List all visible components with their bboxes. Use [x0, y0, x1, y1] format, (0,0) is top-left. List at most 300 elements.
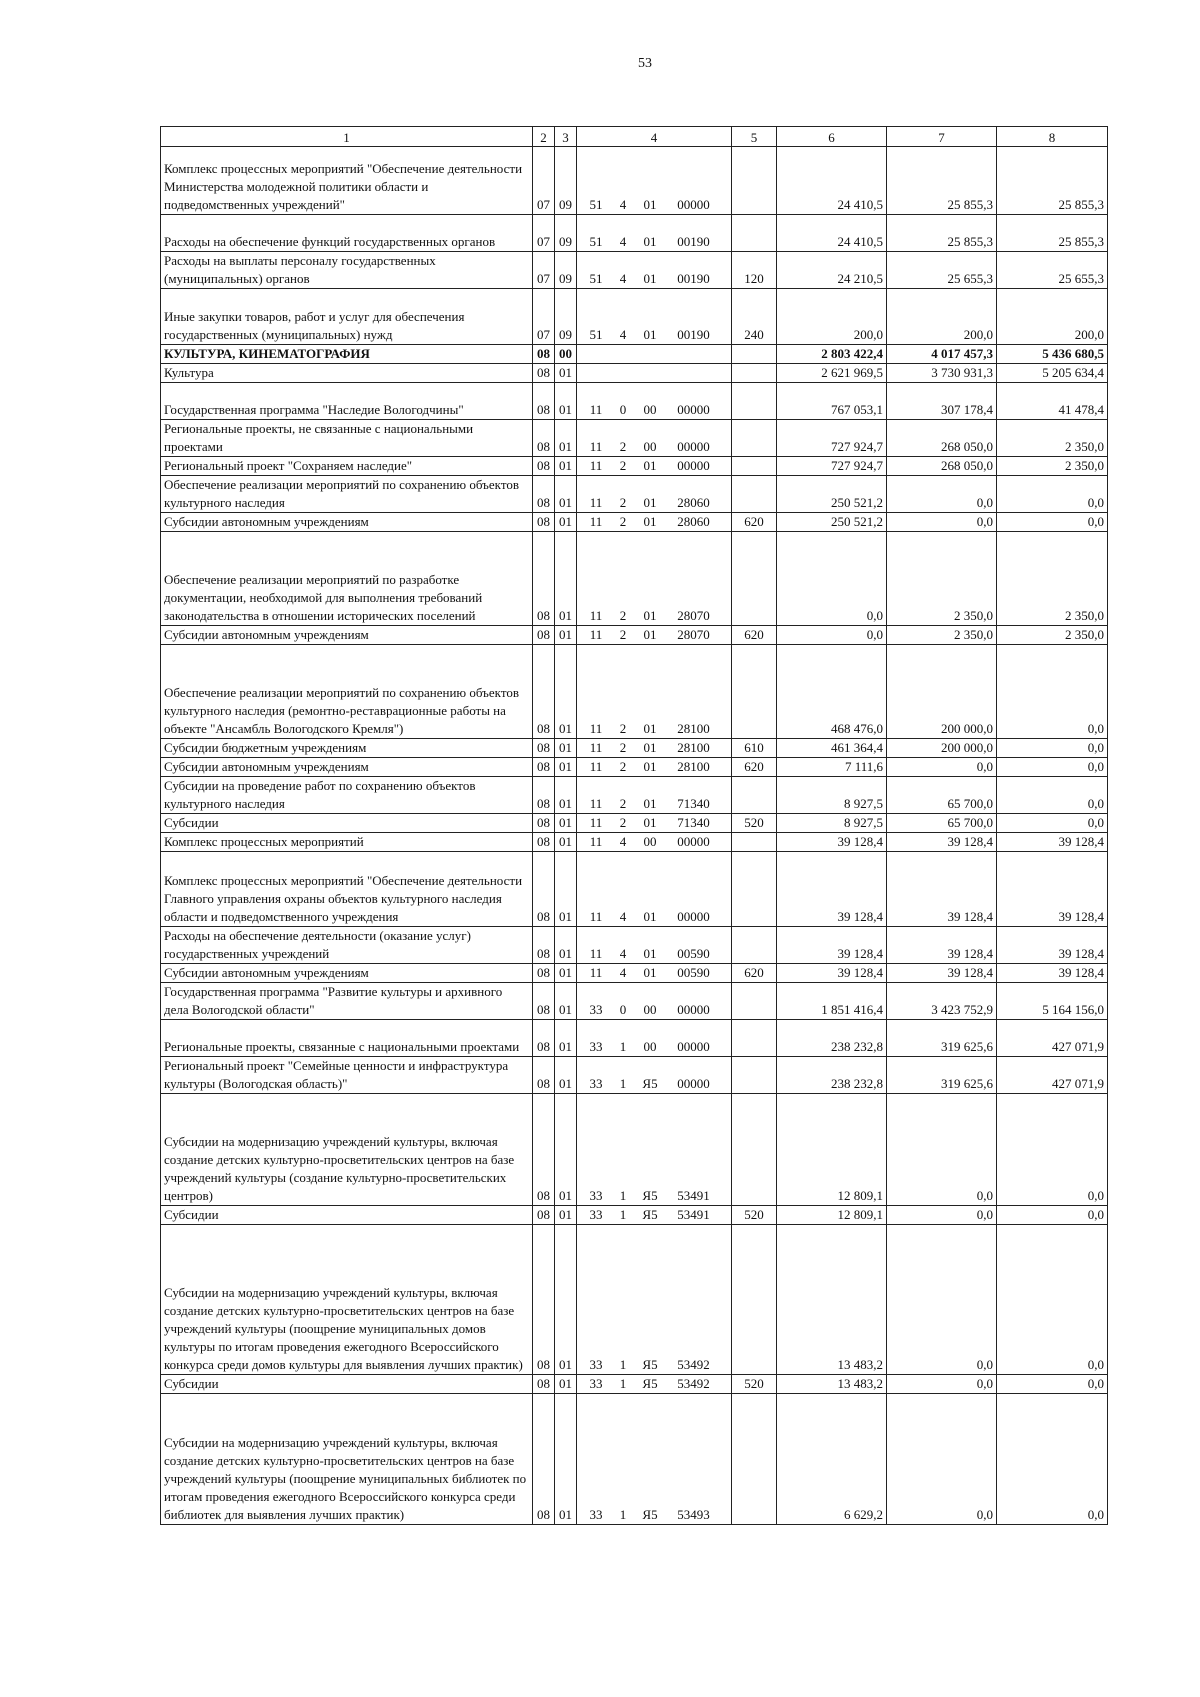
- amount-col7-cell: 3 730 931,3: [887, 364, 997, 383]
- row-name-cell: Субсидии на модернизацию учреждений культуры, включая создание детских культурно-просветительских центров на базе учреждений культуры (поощрение муниципальных домов культуры по итогам проведения ежегодного Всероссийского конкурса среди домов культуры для выявления лучших практик): [161, 1225, 533, 1375]
- expense-type-cell: [732, 1225, 777, 1375]
- row-name-cell: Субсидии: [161, 1206, 533, 1225]
- amount-col8-cell: 0,0: [997, 513, 1108, 532]
- target-article-part-1: 11: [589, 402, 603, 417]
- target-article-part-4: 53491: [677, 1188, 710, 1203]
- row-name-cell: Субсидии автономным учреждениям: [161, 626, 533, 645]
- target-article-part-4: 28100: [677, 721, 710, 736]
- target-article-part-3: 01: [643, 759, 657, 774]
- expense-type-cell: [732, 345, 777, 364]
- target-article-part-4: 28060: [677, 514, 710, 529]
- target-article-part-3: 01: [643, 740, 657, 755]
- row-name-cell: Субсидии: [161, 1375, 533, 1394]
- amount-col6-cell: 238 232,8: [777, 1057, 887, 1094]
- target-article-part-2: 0: [619, 402, 627, 417]
- target-article-part-4: 00000: [677, 197, 710, 212]
- section-code-cell: 08: [533, 476, 555, 513]
- amount-col7-cell: 39 128,4: [887, 927, 997, 964]
- amount-col7-cell: 39 128,4: [887, 852, 997, 927]
- amount-col6-cell: 250 521,2: [777, 476, 887, 513]
- target-article-part-1: 33: [589, 1376, 603, 1391]
- target-article-part-3: 01: [643, 271, 657, 286]
- target-article-part-1: 33: [589, 1039, 603, 1054]
- subsection-code-cell: 01: [555, 852, 577, 927]
- table-row: [161, 758, 1108, 777]
- target-article-part-4: 00000: [677, 439, 710, 454]
- amount-col6-cell: 2 803 422,4: [777, 345, 887, 364]
- section-code-cell: 08: [533, 1394, 555, 1525]
- amount-col6-cell: 24 410,5: [777, 215, 887, 252]
- target-article-cell: [577, 833, 732, 852]
- subsection-code-cell: 01: [555, 1094, 577, 1206]
- amount-col7-cell: 0,0: [887, 1375, 997, 1394]
- expense-type-cell: [732, 927, 777, 964]
- target-article-part-1: 51: [589, 234, 603, 249]
- row-name-cell: Региональные проекты, не связанные с национальными проектами: [161, 420, 533, 457]
- expense-type-cell: [732, 777, 777, 814]
- target-article-cell: [577, 645, 732, 739]
- target-article-part-1: 11: [589, 495, 603, 510]
- amount-col8-cell: 25 655,3: [997, 252, 1108, 289]
- amount-col6-cell: 39 128,4: [777, 964, 887, 983]
- amount-col8-cell: 2 350,0: [997, 626, 1108, 645]
- row-name-cell: Региональный проект "Сохраняем наследие": [161, 457, 533, 476]
- target-article-part-1: 33: [589, 1207, 603, 1222]
- amount-col8-cell: 2 350,0: [997, 532, 1108, 626]
- target-article-cell: [577, 1057, 732, 1094]
- amount-col8-cell: 427 071,9: [997, 1020, 1108, 1057]
- target-article-cell: [577, 457, 732, 476]
- target-article-cell: [577, 1094, 732, 1206]
- target-article-part-2: 1: [619, 1507, 627, 1522]
- section-code-cell: 07: [533, 215, 555, 252]
- section-code-cell: 08: [533, 983, 555, 1020]
- subsection-code-cell: 01: [555, 420, 577, 457]
- target-article-cell: [577, 852, 732, 927]
- header-cell-8: 8: [997, 127, 1108, 147]
- target-article-part-2: 0: [619, 1002, 627, 1017]
- subsection-code-cell: 01: [555, 1375, 577, 1394]
- table-body: [161, 147, 1108, 1525]
- amount-col6-cell: 12 809,1: [777, 1206, 887, 1225]
- row-name-cell: Обеспечение реализации мероприятий по разработке документации, необходимой для выполнения требований законодательства в отношении исторических поселений: [161, 532, 533, 626]
- target-article-part-3: 00: [643, 402, 657, 417]
- amount-col8-cell: 0,0: [997, 645, 1108, 739]
- row-name-cell: Комплекс процессных мероприятий "Обеспечение деятельности Главного управления охраны объектов культурного наследия области и подведомственного учреждения: [161, 852, 533, 927]
- row-name-cell: Региональный проект "Семейные ценности и инфраструктура культуры (Вологодская область)": [161, 1057, 533, 1094]
- amount-col7-cell: 4 017 457,3: [887, 345, 997, 364]
- amount-col8-cell: 39 128,4: [997, 964, 1108, 983]
- subsection-code-cell: 01: [555, 626, 577, 645]
- subsection-code-cell: 01: [555, 532, 577, 626]
- amount-col7-cell: 268 050,0: [887, 457, 997, 476]
- amount-col8-cell: 5 205 634,4: [997, 364, 1108, 383]
- section-code-cell: 08: [533, 364, 555, 383]
- header-cell-2: 2: [533, 127, 555, 147]
- section-code-cell: 08: [533, 1020, 555, 1057]
- section-code-cell: 08: [533, 852, 555, 927]
- subsection-code-cell: 01: [555, 983, 577, 1020]
- section-code-cell: 08: [533, 513, 555, 532]
- target-article-part-4: 71340: [677, 815, 710, 830]
- section-code-cell: 08: [533, 457, 555, 476]
- expense-type-cell: 520: [732, 814, 777, 833]
- target-article-part-2: 4: [619, 234, 627, 249]
- row-name-cell: Субсидии: [161, 814, 533, 833]
- expense-type-cell: 520: [732, 1206, 777, 1225]
- row-name-cell: Субсидии на проведение работ по сохранению объектов культурного наследия: [161, 777, 533, 814]
- table-row: [161, 364, 1108, 383]
- section-code-cell: 08: [533, 1057, 555, 1094]
- target-article-part-4: 00190: [677, 327, 710, 342]
- amount-col7-cell: 200 000,0: [887, 739, 997, 758]
- target-article-part-3: 00: [643, 439, 657, 454]
- target-article-part-2: 4: [619, 909, 627, 924]
- section-code-cell: 08: [533, 1375, 555, 1394]
- target-article-part-2: 2: [619, 514, 627, 529]
- subsection-code-cell: 01: [555, 758, 577, 777]
- expense-type-cell: 240: [732, 289, 777, 345]
- expense-type-cell: [732, 983, 777, 1020]
- row-name-cell: Обеспечение реализации мероприятий по сохранению объектов культурного наследия (ремонтно-реставрационные работы на объекте "Ансамбль Вологодского Кремля"): [161, 645, 533, 739]
- target-article-part-1: 11: [589, 627, 603, 642]
- target-article-part-1: 11: [589, 796, 603, 811]
- target-article-part-4: 00590: [677, 946, 710, 961]
- target-article-part-4: 00000: [677, 402, 710, 417]
- section-code-cell: 08: [533, 758, 555, 777]
- target-article-part-4: 28070: [677, 627, 710, 642]
- amount-col7-cell: 268 050,0: [887, 420, 997, 457]
- amount-col7-cell: 0,0: [887, 1206, 997, 1225]
- target-article-part-2: 1: [619, 1039, 627, 1054]
- amount-col6-cell: 12 809,1: [777, 1094, 887, 1206]
- target-article-part-3: 01: [643, 458, 657, 473]
- section-code-cell: 08: [533, 927, 555, 964]
- amount-col7-cell: 25 855,3: [887, 147, 997, 215]
- target-article-part-4: 00590: [677, 965, 710, 980]
- expense-type-cell: 620: [732, 758, 777, 777]
- table-row: [161, 1394, 1108, 1525]
- table-row: [161, 645, 1108, 739]
- target-article-part-2: 4: [619, 327, 627, 342]
- row-name-cell: Комплекс процессных мероприятий: [161, 833, 533, 852]
- subsection-code-cell: 01: [555, 513, 577, 532]
- target-article-part-4: 28060: [677, 495, 710, 510]
- header-cell-1: 1: [161, 127, 533, 147]
- table-row: [161, 777, 1108, 814]
- subsection-code-cell: 01: [555, 964, 577, 983]
- target-article-part-3: Я5: [642, 1207, 658, 1222]
- target-article-part-2: 2: [619, 608, 627, 623]
- target-article-cell: [577, 1206, 732, 1225]
- target-article-part-2: 2: [619, 740, 627, 755]
- row-name-cell: Иные закупки товаров, работ и услуг для обеспечения государственных (муниципальных) нужд: [161, 289, 533, 345]
- table-row: [161, 1206, 1108, 1225]
- budget-table: [160, 126, 1108, 1525]
- amount-col8-cell: 39 128,4: [997, 833, 1108, 852]
- expense-type-cell: [732, 645, 777, 739]
- table-row: [161, 1375, 1108, 1394]
- amount-col6-cell: 24 210,5: [777, 252, 887, 289]
- subsection-code-cell: 01: [555, 1020, 577, 1057]
- amount-col8-cell: 2 350,0: [997, 457, 1108, 476]
- table-row: [161, 833, 1108, 852]
- table-row: [161, 927, 1108, 964]
- table-row: [161, 147, 1108, 215]
- amount-col6-cell: 200,0: [777, 289, 887, 345]
- amount-col7-cell: 307 178,4: [887, 383, 997, 420]
- expense-type-cell: [732, 457, 777, 476]
- target-article-part-3: 00: [643, 1039, 657, 1054]
- target-article-cell: [577, 1394, 732, 1525]
- amount-col8-cell: 25 855,3: [997, 147, 1108, 215]
- subsection-code-cell: 01: [555, 476, 577, 513]
- target-article-part-3: 01: [643, 946, 657, 961]
- target-article-part-1: 33: [589, 1076, 603, 1091]
- amount-col6-cell: 250 521,2: [777, 513, 887, 532]
- target-article-part-2: 2: [619, 796, 627, 811]
- amount-col8-cell: 0,0: [997, 1206, 1108, 1225]
- target-article-part-1: 11: [589, 608, 603, 623]
- target-article-part-3: 01: [643, 965, 657, 980]
- subsection-code-cell: 01: [555, 457, 577, 476]
- section-code-cell: 08: [533, 1225, 555, 1375]
- target-article-part-1: 11: [589, 946, 603, 961]
- subsection-code-cell: 09: [555, 215, 577, 252]
- amount-col7-cell: 2 350,0: [887, 532, 997, 626]
- expense-type-cell: [732, 852, 777, 927]
- section-code-cell: 08: [533, 626, 555, 645]
- target-article-part-1: 11: [589, 909, 603, 924]
- target-article-part-1: 33: [589, 1357, 603, 1372]
- amount-col6-cell: 727 924,7: [777, 420, 887, 457]
- target-article-part-2: 1: [619, 1076, 627, 1091]
- row-name-cell: Субсидии на модернизацию учреждений культуры, включая создание детских культурно-просветительских центров на базе учреждений культуры (поощрение муниципальных библиотек по итогам проведения ежегодного Всероссийского конкурса среди библиотек для выявления лучших практик): [161, 1394, 533, 1525]
- row-name-cell: Обеспечение реализации мероприятий по сохранению объектов культурного наследия: [161, 476, 533, 513]
- row-name-cell: Субсидии на модернизацию учреждений культуры, включая создание детских культурно-просветительских центров на базе учреждений культуры (создание культурно-просветительских центров): [161, 1094, 533, 1206]
- amount-col6-cell: 2 621 969,5: [777, 364, 887, 383]
- target-article-part-4: 53491: [677, 1207, 710, 1222]
- amount-col6-cell: 39 128,4: [777, 927, 887, 964]
- target-article-part-3: Я5: [642, 1357, 658, 1372]
- amount-col7-cell: 25 855,3: [887, 215, 997, 252]
- target-article-part-3: 01: [643, 627, 657, 642]
- target-article-cell: [577, 1020, 732, 1057]
- subsection-code-cell: 00: [555, 345, 577, 364]
- target-article-part-4: 00000: [677, 834, 710, 849]
- expense-type-cell: 120: [732, 252, 777, 289]
- section-code-cell: 08: [533, 1094, 555, 1206]
- section-code-cell: 08: [533, 383, 555, 420]
- amount-col7-cell: 319 625,6: [887, 1020, 997, 1057]
- row-name-cell: Культура: [161, 364, 533, 383]
- target-article-part-2: 2: [619, 815, 627, 830]
- row-name-cell: Региональные проекты, связанные с национальными проектами: [161, 1020, 533, 1057]
- subsection-code-cell: 01: [555, 645, 577, 739]
- row-name-cell: Комплекс процессных мероприятий "Обеспечение деятельности Министерства молодежной политики области и подведомственных учреждений": [161, 147, 533, 215]
- amount-col8-cell: 2 350,0: [997, 420, 1108, 457]
- target-article-part-1: 11: [589, 834, 603, 849]
- table-header-row: [161, 127, 1108, 147]
- amount-col7-cell: 200,0: [887, 289, 997, 345]
- subsection-code-cell: 09: [555, 289, 577, 345]
- row-name-cell: Расходы на обеспечение функций государственных органов: [161, 215, 533, 252]
- row-name-cell: Государственная программа "Наследие Вологодчины": [161, 383, 533, 420]
- amount-col6-cell: 727 924,7: [777, 457, 887, 476]
- target-article-part-4: 00000: [677, 458, 710, 473]
- target-article-cell: [577, 345, 732, 364]
- target-article-cell: [577, 532, 732, 626]
- amount-col7-cell: 65 700,0: [887, 814, 997, 833]
- subsection-code-cell: 01: [555, 777, 577, 814]
- expense-type-cell: [732, 476, 777, 513]
- section-code-cell: 08: [533, 777, 555, 814]
- amount-col6-cell: 13 483,2: [777, 1375, 887, 1394]
- section-code-cell: 08: [533, 1206, 555, 1225]
- expense-type-cell: 620: [732, 513, 777, 532]
- amount-col7-cell: 0,0: [887, 476, 997, 513]
- target-article-part-4: 28070: [677, 608, 710, 623]
- target-article-cell: [577, 983, 732, 1020]
- row-name-cell: Расходы на обеспечение деятельности (оказание услуг) государственных учреждений: [161, 927, 533, 964]
- amount-col7-cell: 0,0: [887, 513, 997, 532]
- table-row: [161, 476, 1108, 513]
- expense-type-cell: [732, 383, 777, 420]
- amount-col8-cell: 0,0: [997, 1375, 1108, 1394]
- subsection-code-cell: 01: [555, 364, 577, 383]
- section-code-cell: 08: [533, 814, 555, 833]
- target-article-part-2: 1: [619, 1376, 627, 1391]
- expense-type-cell: [732, 532, 777, 626]
- header-cell-5: 5: [732, 127, 777, 147]
- amount-col7-cell: 3 423 752,9: [887, 983, 997, 1020]
- target-article-part-3: Я5: [642, 1188, 658, 1203]
- amount-col6-cell: 24 410,5: [777, 147, 887, 215]
- target-article-part-3: 01: [643, 909, 657, 924]
- table-row: [161, 215, 1108, 252]
- amount-col8-cell: 25 855,3: [997, 215, 1108, 252]
- target-article-cell: [577, 476, 732, 513]
- target-article-part-2: 4: [619, 197, 627, 212]
- target-article-cell: [577, 1375, 732, 1394]
- target-article-part-1: 51: [589, 327, 603, 342]
- amount-col7-cell: 0,0: [887, 1094, 997, 1206]
- row-name-cell: Государственная программа "Развитие культуры и архивного дела Вологодской области": [161, 983, 533, 1020]
- subsection-code-cell: 01: [555, 927, 577, 964]
- section-code-cell: 08: [533, 833, 555, 852]
- table-row: [161, 1020, 1108, 1057]
- target-article-part-1: 11: [589, 965, 603, 980]
- amount-col6-cell: 8 927,5: [777, 777, 887, 814]
- expense-type-cell: [732, 147, 777, 215]
- target-article-part-1: 33: [589, 1002, 603, 1017]
- header-cell-4: 4: [577, 127, 732, 147]
- row-name-cell: Субсидии автономным учреждениям: [161, 964, 533, 983]
- target-article-part-1: 33: [589, 1507, 603, 1522]
- amount-col7-cell: 0,0: [887, 1394, 997, 1525]
- amount-col6-cell: 461 364,4: [777, 739, 887, 758]
- target-article-cell: [577, 147, 732, 215]
- amount-col8-cell: 5 164 156,0: [997, 983, 1108, 1020]
- target-article-part-3: 00: [643, 834, 657, 849]
- target-article-cell: [577, 814, 732, 833]
- section-code-cell: 07: [533, 147, 555, 215]
- amount-col6-cell: 39 128,4: [777, 833, 887, 852]
- subsection-code-cell: 01: [555, 833, 577, 852]
- target-article-part-4: 00190: [677, 271, 710, 286]
- target-article-part-4: 00000: [677, 1076, 710, 1091]
- amount-col7-cell: 65 700,0: [887, 777, 997, 814]
- section-code-cell: 08: [533, 739, 555, 758]
- amount-col6-cell: 468 476,0: [777, 645, 887, 739]
- target-article-cell: [577, 1225, 732, 1375]
- row-name-cell: Субсидии автономным учреждениям: [161, 758, 533, 777]
- target-article-part-3: Я5: [642, 1507, 658, 1522]
- target-article-part-2: 2: [619, 458, 627, 473]
- amount-col6-cell: 1 851 416,4: [777, 983, 887, 1020]
- amount-col8-cell: 0,0: [997, 758, 1108, 777]
- target-article-part-4: 00190: [677, 234, 710, 249]
- section-code-cell: 07: [533, 289, 555, 345]
- target-article-cell: [577, 964, 732, 983]
- table-row: [161, 383, 1108, 420]
- target-article-cell: [577, 289, 732, 345]
- target-article-part-4: 00000: [677, 1002, 710, 1017]
- target-article-part-1: 11: [589, 740, 603, 755]
- amount-col8-cell: 41 478,4: [997, 383, 1108, 420]
- table-row: [161, 983, 1108, 1020]
- expense-type-cell: [732, 215, 777, 252]
- amount-col8-cell: 0,0: [997, 476, 1108, 513]
- amount-col8-cell: 39 128,4: [997, 852, 1108, 927]
- target-article-part-4: 53492: [677, 1357, 710, 1372]
- amount-col8-cell: 0,0: [997, 1225, 1108, 1375]
- table-row: [161, 532, 1108, 626]
- target-article-cell: [577, 215, 732, 252]
- amount-col6-cell: 6 629,2: [777, 1394, 887, 1525]
- amount-col8-cell: 39 128,4: [997, 927, 1108, 964]
- amount-col8-cell: 0,0: [997, 1094, 1108, 1206]
- target-article-part-1: 51: [589, 271, 603, 286]
- target-article-part-4: 00000: [677, 1039, 710, 1054]
- header-cell-6: 6: [777, 127, 887, 147]
- target-article-part-3: 01: [643, 721, 657, 736]
- target-article-part-2: 1: [619, 1357, 627, 1372]
- target-article-part-4: 71340: [677, 796, 710, 811]
- table-row: [161, 1225, 1108, 1375]
- amount-col8-cell: 0,0: [997, 739, 1108, 758]
- table-row: [161, 1094, 1108, 1206]
- target-article-part-2: 2: [619, 759, 627, 774]
- target-article-cell: [577, 420, 732, 457]
- table-row: [161, 852, 1108, 927]
- row-name-cell: КУЛЬТУРА, КИНЕМАТОГРАФИЯ: [161, 345, 533, 364]
- table-row: [161, 252, 1108, 289]
- amount-col8-cell: 0,0: [997, 1394, 1108, 1525]
- amount-col8-cell: 5 436 680,5: [997, 345, 1108, 364]
- target-article-cell: [577, 739, 732, 758]
- target-article-part-4: 53492: [677, 1376, 710, 1391]
- expense-type-cell: [732, 1094, 777, 1206]
- expense-type-cell: 610: [732, 739, 777, 758]
- amount-col6-cell: 8 927,5: [777, 814, 887, 833]
- target-article-part-3: 01: [643, 796, 657, 811]
- section-code-cell: 08: [533, 345, 555, 364]
- row-name-cell: Расходы на выплаты персоналу государственных (муниципальных) органов: [161, 252, 533, 289]
- amount-col7-cell: 2 350,0: [887, 626, 997, 645]
- target-article-part-1: 11: [589, 458, 603, 473]
- amount-col7-cell: 0,0: [887, 1225, 997, 1375]
